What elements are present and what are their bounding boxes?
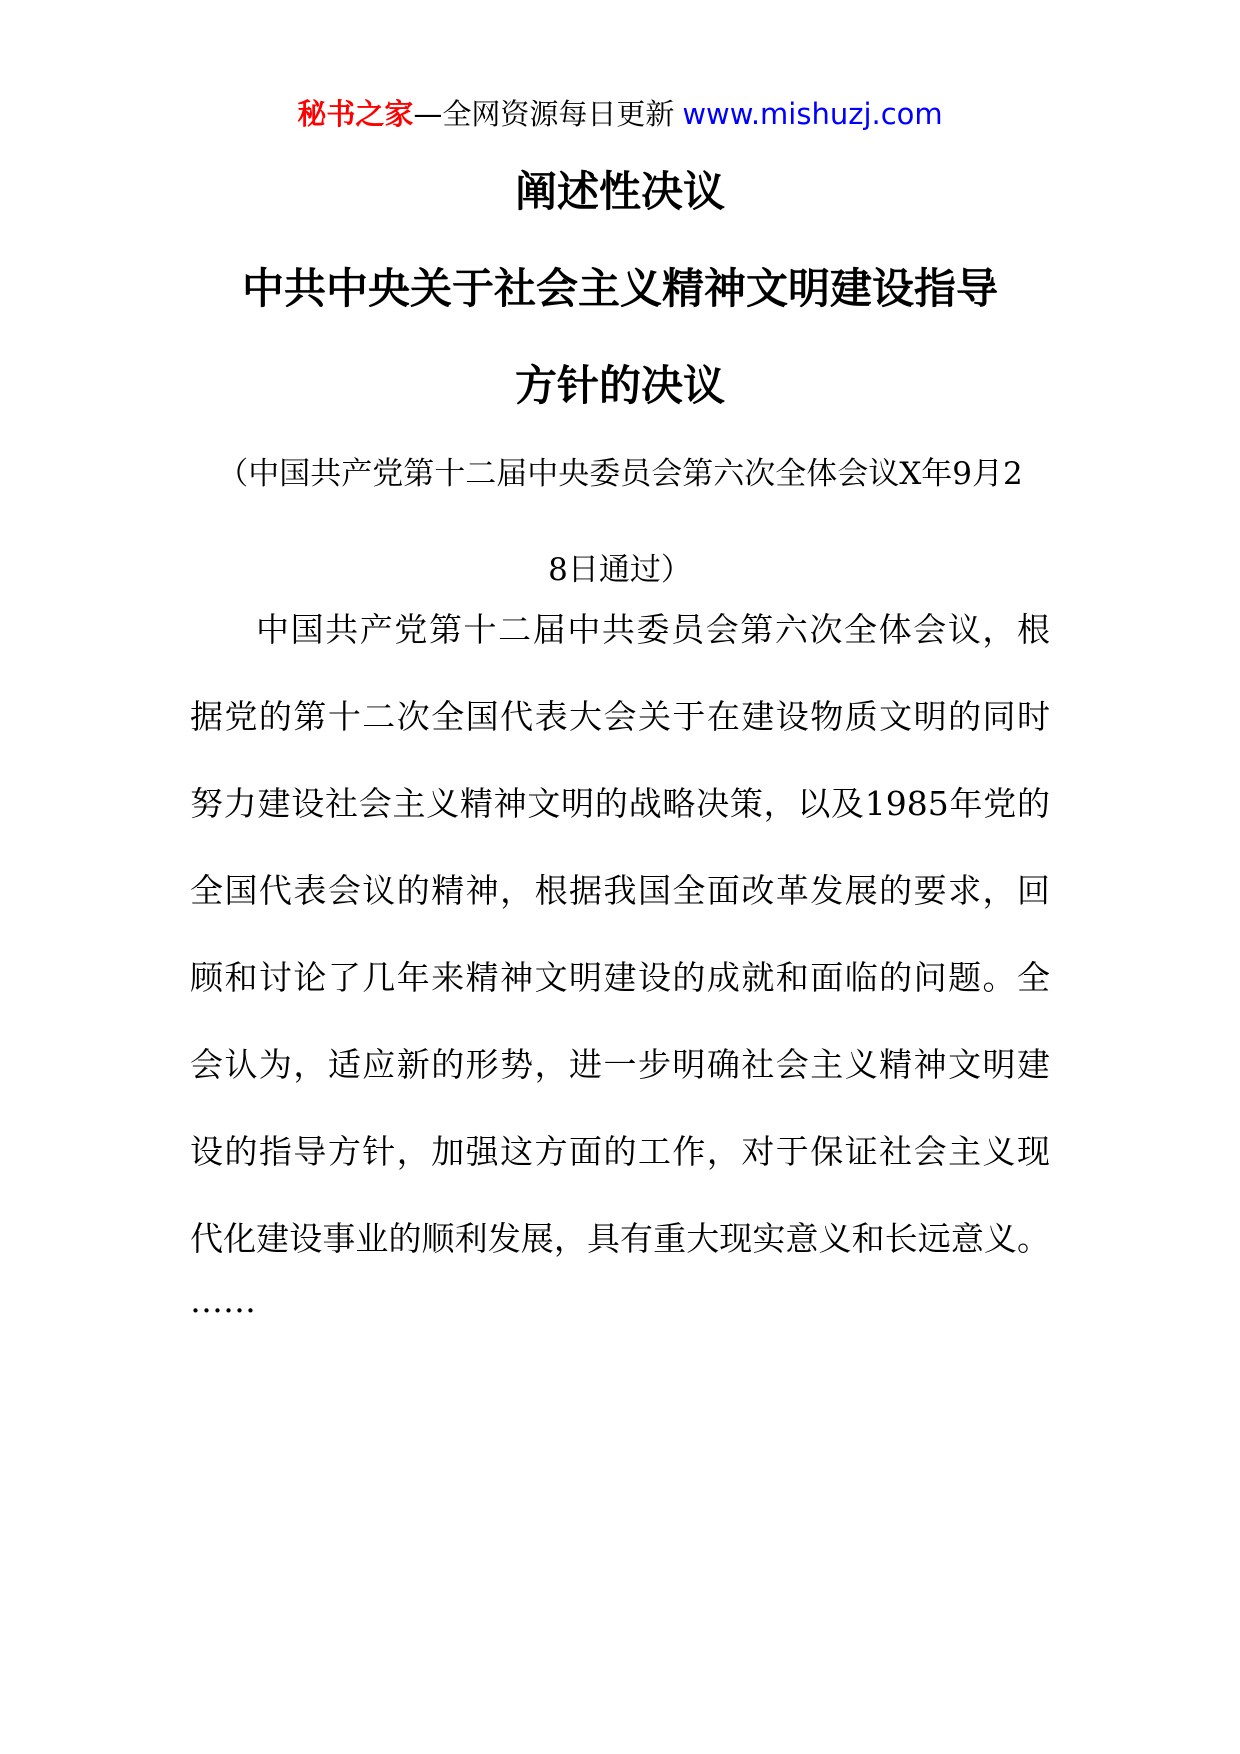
- doc-subtitle-line-2: 8日通过）: [548, 552, 692, 588]
- doc-subtitle-line-1: （中国共产党第十二届中央委员会第六次全体会议X年9月2: [217, 456, 1023, 492]
- site-url-link[interactable]: www.mishuzj.com: [682, 97, 943, 131]
- body-line: 中国共产党第十二届中共委员会第六次全体会议，根: [256, 610, 1050, 649]
- body-line: 努力建设社会主义精神文明的战略决策，以及1985年党的: [190, 784, 1050, 823]
- body-line: 全国代表会议的精神，根据我国全面改革发展的要求，回: [190, 871, 1050, 910]
- doc-title-line-1: 中共中央关于社会主义精神文明建设指导: [241, 264, 998, 313]
- site-brand: 秘书之家: [297, 97, 414, 131]
- body-line: 顾和讨论了几年来精神文明建设的成就和面临的问题。全: [190, 958, 1050, 997]
- site-tagline: —全网资源每日更新: [413, 97, 675, 131]
- body-line: 代化建设事业的顺利发展，具有重大现实意义和长远意义。: [190, 1219, 1050, 1258]
- body-line: 据党的第十二次全国代表大会关于在建设物质文明的同时: [190, 697, 1050, 736]
- body-ellipsis: ……: [190, 1281, 256, 1320]
- doc-category-title: 阐述性决议: [514, 167, 725, 216]
- site-header: [0, 94, 1240, 134]
- body-line: 设的指导方针，加强这方面的工作，对于保证社会主义现: [190, 1132, 1050, 1171]
- doc-title-line-2: 方针的决议: [514, 361, 725, 410]
- body-line: 会认为，适应新的形势，进一步明确社会主义精神文明建: [190, 1045, 1050, 1084]
